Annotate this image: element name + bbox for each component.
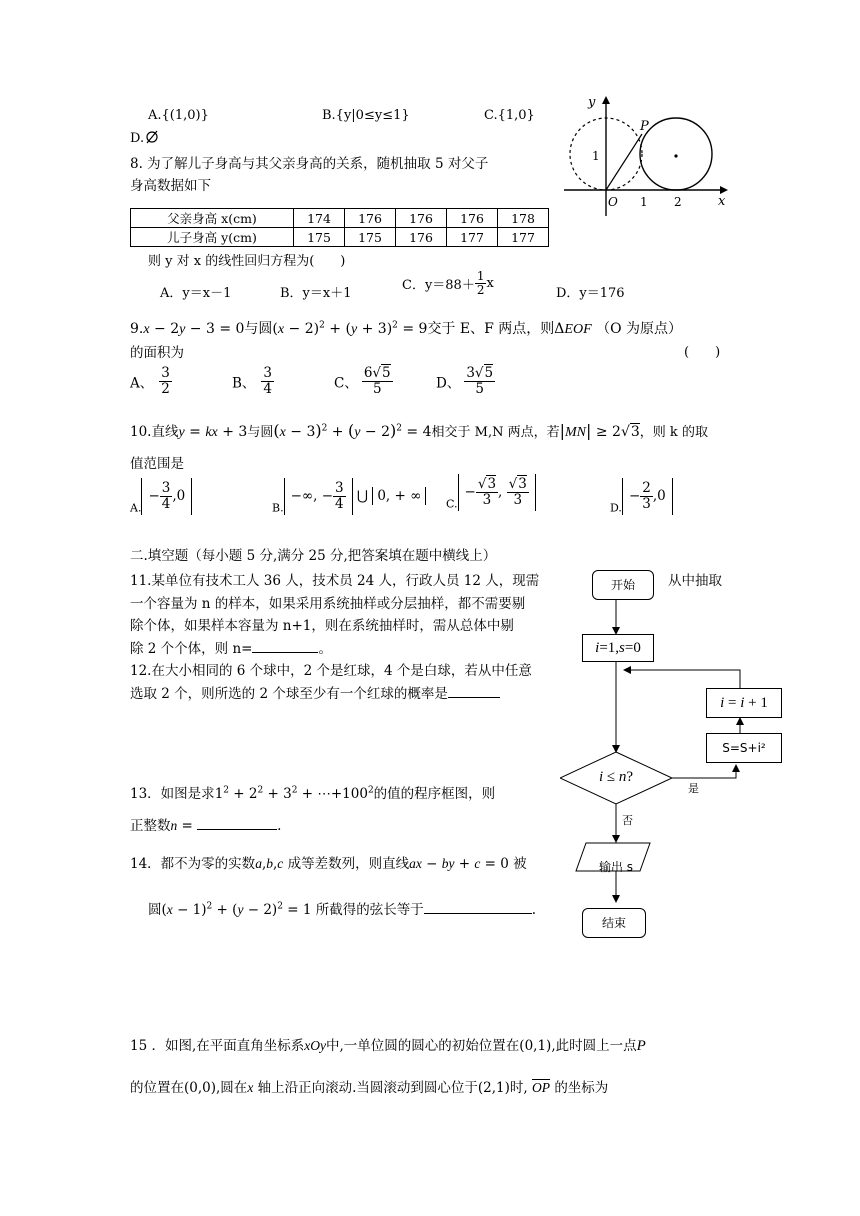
q7-option-a: A.{(1,0)} (148, 108, 209, 123)
section-2-heading: 二.填空题（每小题 5 分,满分 25 分,把答案填在题中横线上） (130, 548, 497, 564)
q10-line1: 10.直线y = kx + 3与圆$(x - 3)^2 + (y - 2)^2 = 4$相交于 M,N 两点，若|MN| ≥ 2√3，则 k 的取 (130, 421, 708, 440)
table-cell: 178 (498, 209, 549, 228)
p-label: P (640, 119, 649, 134)
q9-line1: 9.x − 2y − 3 = 0与圆$(x - 2)^2 + (y + 3)^2 = 9$交于 E、F 两点，则ΔEOF （O 为原点） (130, 320, 683, 337)
rolled-circle (640, 118, 712, 190)
q13-line2: 正整数n = . (130, 818, 282, 834)
flowchart-output: 输出 s (598, 860, 634, 874)
q8-line1: 8. 为了解儿子身高与其父亲身高的关系，随机抽取 5 对父子 (130, 156, 489, 172)
flowchart-yes: 是 (688, 782, 699, 795)
q8-line2: 身高数据如下 (130, 178, 211, 194)
radius-1-label: 1 (592, 149, 600, 163)
q13-line1: 13．如图是求$1^2 + 2^2 + 3^2$ + $\cdots+100^2$的值的程序框图，则 (130, 785, 496, 802)
table-cell: 176 (396, 209, 447, 228)
q9-line2: 的面积为 (130, 345, 184, 361)
q10-option-b: B.−∞, − $\frac{3}{4}$ ⋃ 0, + ∞ (272, 478, 426, 515)
q11-tail: 从中抽取 (668, 573, 722, 589)
rolling-circle-figure (560, 92, 730, 222)
q8-option-d: D．y＝176 (556, 286, 625, 301)
q9-option-b: B、 $\frac{3}{4}$ (232, 365, 273, 397)
table-cell: 175 (345, 228, 396, 247)
flowchart-update-s: S=S+i² (706, 733, 782, 763)
height-data-table (130, 208, 549, 247)
flowchart-init: i=1,s=0 (582, 634, 654, 662)
flowchart-increment: i = i + 1 (706, 688, 782, 718)
table-cell: 177 (447, 228, 498, 247)
q8-option-c: C．y＝88＋ $\frac{1}{2}$ x (402, 269, 494, 298)
flowchart-condition-text: i ≤ n? (598, 769, 634, 785)
q12-line1: 12.在大小相同的 6 个球中，2 个是红球，4 个是白球，若从中任意 (130, 663, 532, 679)
segment-op (606, 134, 642, 190)
q9-option-a: A、 $\frac{3}{2}$ (130, 365, 170, 397)
table-cell: 175 (294, 228, 345, 247)
tick-1-label: 1 (640, 195, 648, 209)
q14-line1: 14．都不为零的实数a,b,c 成等差数列，则直线ax − by + c = 0 被 (130, 856, 527, 872)
flowchart-start: 开始 (592, 570, 654, 600)
circle-center-dot (674, 154, 677, 157)
y-axis-arrow-icon (602, 96, 610, 104)
table-cell: 176 (396, 228, 447, 247)
empty-set-icon (144, 130, 160, 144)
q10-line2: 值范围是 (130, 456, 184, 472)
q15-line2: 的位置在(0,0),圆在x 轴上沿正向滚动.当圆滚动到圆心位于(2,1)时, OP 的坐标为 (130, 1080, 609, 1096)
q11-line3: 除个体，如果样本容量为 n+1，则在系统抽样时，需从总体中剔 (130, 618, 514, 634)
q10-option-d: D.− $\frac{2}{3}$ ,0 (610, 478, 673, 515)
table-cell: 176 (447, 209, 498, 228)
table-cell: 176 (345, 209, 396, 228)
q10-option-a: A.− $\frac{3}{4}$ ,0 (130, 478, 192, 515)
table-row (131, 209, 549, 228)
q9-answer-paren: ( ) (684, 345, 721, 360)
q9-option-d: D、 $\frac{3√5}{5}$ (436, 365, 494, 397)
o-label: O (608, 195, 618, 209)
table-header-father: 父亲身高 x(cm) (131, 209, 294, 228)
q8-question: 则 y 对 x 的线性回归方程为( ) (148, 254, 346, 269)
q8-option-b: B．y＝x＋1 (280, 286, 352, 301)
x-label: x (718, 194, 726, 209)
table-row (131, 228, 549, 247)
x-axis-arrow-icon (720, 186, 728, 194)
table-cell: 177 (498, 228, 549, 247)
q11-line2: 一个容量为 n 的样本，如果采用系统抽样或分层抽样，都不需要剔 (130, 596, 526, 612)
table-cell: 174 (294, 209, 345, 228)
q12-line2: 选取 2 个，则所选的 2 个球至少有一个红球的概率是 (130, 682, 500, 702)
table-header-son: 儿子身高 y(cm) (131, 228, 294, 247)
q7-option-b: B.{y|0≤y≤1} (322, 108, 410, 123)
flowchart-end: 结束 (582, 908, 646, 938)
y-label: y (588, 95, 596, 110)
q8-option-a: A．y＝x－1 (160, 286, 232, 301)
q11-line1: 11.某单位有技术工人 36 人，技术员 24 人，行政人员 12 人，现需 (130, 573, 540, 589)
q15-line1: 15 ．如图,在平面直角坐标系xOy中,一单位圆的圆心的初始位置在(0,1),此时圆上一点P (130, 1038, 646, 1054)
q7-option-c: C.{1,0} (484, 108, 535, 123)
q14-line2: 圆$(x - 1)^2 + (y - 2)^2 = 1$ 所截得的弦长等于 . (148, 901, 536, 918)
q7-option-d: D. (130, 130, 160, 146)
q10-option-c: C.− $\frac{√3}{3}$ , $\frac{√3}{3}$ (446, 474, 536, 511)
flowchart-no: 否 (622, 814, 633, 827)
q9-option-c: C、 $\frac{6√5}{5}$ (334, 365, 391, 397)
tick-2-label: 2 (674, 195, 682, 209)
q11-line4: 除 2 个个体，则 n= 。 (130, 641, 332, 657)
